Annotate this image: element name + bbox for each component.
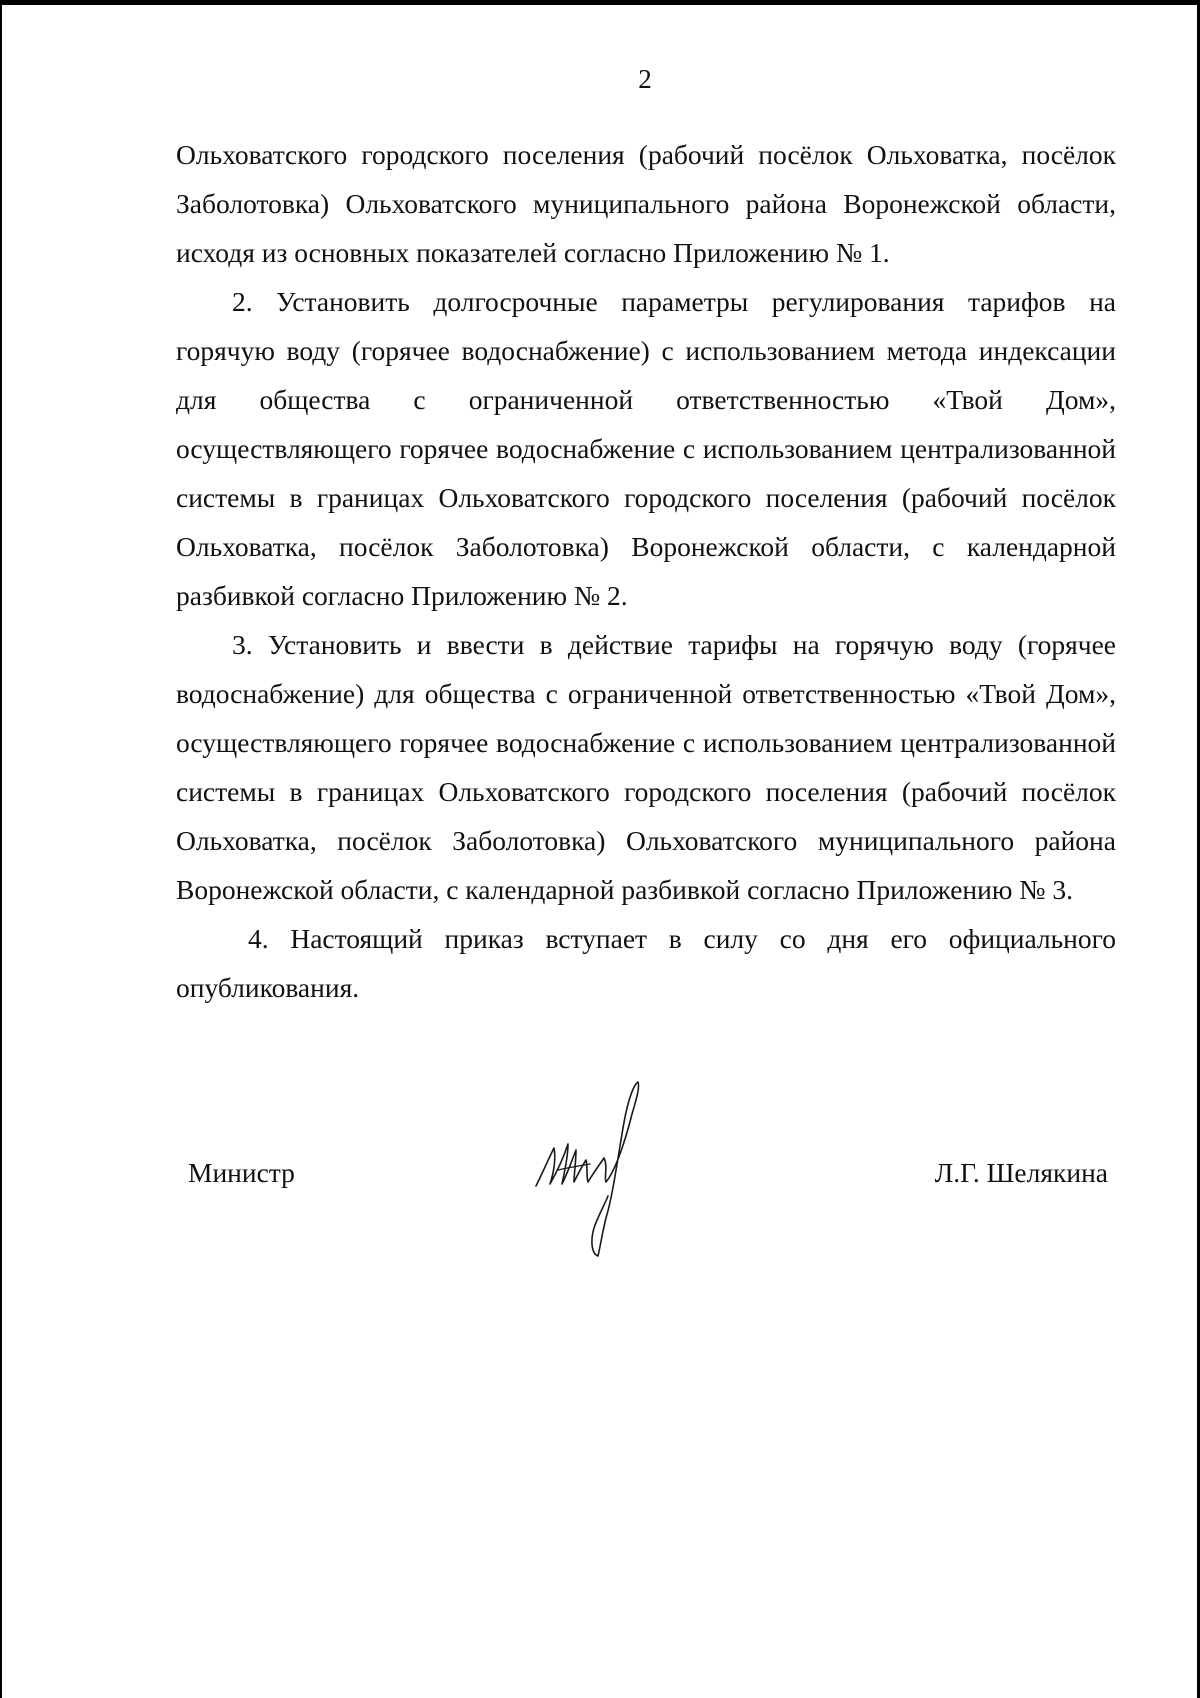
scan-border-left xyxy=(0,0,2,1698)
paragraph-3: 3. Установить и ввести в действие тарифы на горячую воду (горячее водоснабжение) для общества с ограниченной ответственностью «Твой Дом», осуществляющего горячее водоснабжение с использованием централизованной системы в границах Ольховатского городского поселения (рабочий посёлок Ольховатка, посёлок Заболотовка) Ольховатского муниципального района Воронежской области, с календарной разбивкой согласно Приложению № 3. xyxy=(176,629,1116,905)
scan-border-top xyxy=(0,0,1200,5)
handwritten-signature-icon xyxy=(528,1078,668,1258)
paragraph-2: 2. Установить долгосрочные параметры регулирования тарифов на горячую воду (горячее водоснабжение) с использованием метода индексации для общества с ограниченной ответственностью «Твой Дом», осуществляющего горячее водоснабжение с использованием централизованной системы в границах Ольховатского городского поселения (рабочий посёлок Ольховатка, посёлок Заболотовка) Воронежской области, с календарной разбивкой согласно Приложению № 2. xyxy=(176,286,1116,611)
signatory-name: Л.Г. Шелякина xyxy=(934,1157,1108,1188)
signatory-title: Министр xyxy=(188,1157,295,1188)
paragraph-4: 4. Настоящий приказ вступает в силу со дня его официального опубликования. xyxy=(176,923,1116,1003)
paragraph-continuation: Ольховатского городского поселения (рабочий посёлок Ольховатка, посёлок Заболотовка) Ольховатского муниципального района Воронежской области, исходя из основных показателей согласно Приложению № 1. xyxy=(176,139,1116,268)
document-body xyxy=(176,130,1116,1012)
page-number: 2 xyxy=(638,64,652,94)
